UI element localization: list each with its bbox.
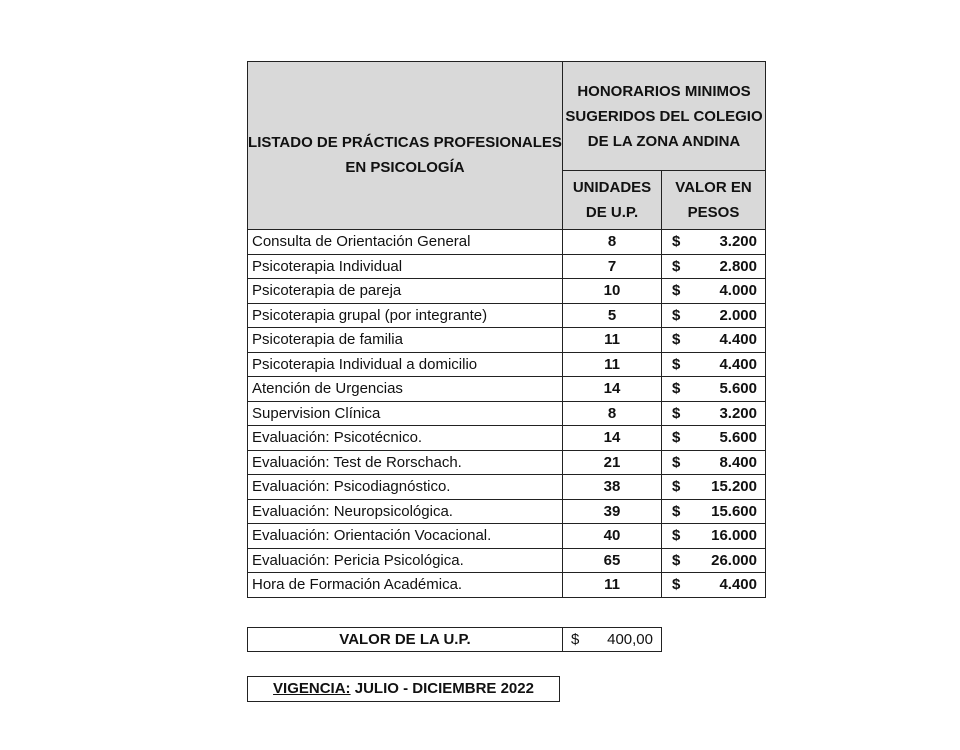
- practice-name: Supervision Clínica: [248, 401, 563, 426]
- currency-symbol: $: [672, 380, 681, 398]
- vigencia-label: VIGENCIA:: [273, 680, 351, 697]
- table-row: [248, 524, 766, 549]
- practice-value-cell: [662, 475, 766, 500]
- practice-name: Evaluación: Psicotécnico.: [248, 426, 563, 451]
- practice-name: Consulta de Orientación General: [248, 230, 563, 255]
- practice-units: 11: [563, 573, 662, 598]
- practice-value: 5.600: [719, 380, 757, 398]
- practice-value: 4.400: [719, 576, 757, 594]
- practice-value-cell: [662, 352, 766, 377]
- value-header-text: VALOR EN PESOS: [675, 179, 752, 221]
- practice-value-cell: [662, 328, 766, 353]
- practice-value-cell: [662, 450, 766, 475]
- practices-header: [248, 62, 563, 230]
- currency-symbol: $: [672, 551, 681, 569]
- currency-symbol: $: [672, 404, 681, 422]
- practice-value-cell: [662, 230, 766, 255]
- practice-value-cell: [662, 401, 766, 426]
- practice-name: Psicoterapia Individual: [248, 254, 563, 279]
- units-header: [563, 171, 662, 230]
- practice-value: 4.000: [719, 282, 757, 300]
- up-value-box: [247, 627, 662, 652]
- practice-units: 11: [563, 352, 662, 377]
- practice-name: Evaluación: Pericia Psicológica.: [248, 548, 563, 573]
- currency-symbol: $: [672, 331, 681, 349]
- fees-header: [563, 62, 766, 171]
- table-row: [248, 450, 766, 475]
- table-row: [248, 426, 766, 451]
- practice-value: 15.600: [711, 502, 757, 520]
- practice-units: 10: [563, 279, 662, 304]
- practice-value-cell: [662, 499, 766, 524]
- table-row: [248, 573, 766, 598]
- currency-symbol: $: [672, 576, 681, 594]
- currency-symbol: $: [672, 306, 681, 324]
- practice-units: 5: [563, 303, 662, 328]
- fees-table: [247, 61, 766, 598]
- practice-units: 21: [563, 450, 662, 475]
- table-row: [248, 377, 766, 402]
- practice-value: 4.400: [719, 331, 757, 349]
- practice-name: Psicoterapia de pareja: [248, 279, 563, 304]
- currency-symbol: $: [672, 527, 681, 545]
- practice-units: 38: [563, 475, 662, 500]
- practice-name: Evaluación: Test de Rorschach.: [248, 450, 563, 475]
- currency-symbol: $: [672, 282, 681, 300]
- practice-units: 39: [563, 499, 662, 524]
- practice-units: 40: [563, 524, 662, 549]
- practice-value: 3.200: [719, 233, 757, 251]
- practice-value: 15.200: [711, 478, 757, 496]
- practice-name: Psicoterapia grupal (por integrante): [248, 303, 563, 328]
- practice-value-cell: [662, 254, 766, 279]
- units-header-text: UNIDADES DE U.P.: [572, 179, 652, 221]
- practice-value: 16.000: [711, 527, 757, 545]
- practice-value-cell: [662, 377, 766, 402]
- practice-units: 8: [563, 230, 662, 255]
- practice-value: 8.400: [719, 453, 757, 471]
- practice-value-cell: [662, 279, 766, 304]
- practice-value-cell: [662, 524, 766, 549]
- practice-value: 5.600: [719, 429, 757, 447]
- value-header: [662, 171, 766, 230]
- practice-units: 8: [563, 401, 662, 426]
- table-row: [248, 279, 766, 304]
- practice-value-cell: [662, 548, 766, 573]
- currency-symbol: $: [672, 453, 681, 471]
- table-row: [248, 303, 766, 328]
- practice-units: 7: [563, 254, 662, 279]
- practice-units: 14: [563, 426, 662, 451]
- practice-value: 3.200: [719, 404, 757, 422]
- table-row: [248, 499, 766, 524]
- practice-name: Hora de Formación Académica.: [248, 573, 563, 598]
- vigencia-period: JULIO - DICIEMBRE 2022: [354, 680, 534, 697]
- practice-value: 2.000: [719, 306, 757, 324]
- practice-units: 65: [563, 548, 662, 573]
- practice-name: Evaluación: Psicodiagnóstico.: [248, 475, 563, 500]
- up-value-amount: 400,00: [607, 631, 653, 648]
- practice-units: 11: [563, 328, 662, 353]
- practice-value-cell: [662, 426, 766, 451]
- practice-value: 26.000: [711, 551, 757, 569]
- practice-name: Psicoterapia de familia: [248, 328, 563, 353]
- practice-name: Evaluación: Orientación Vocacional.: [248, 524, 563, 549]
- practice-value-cell: [662, 573, 766, 598]
- up-value-label: VALOR DE LA U.P.: [248, 628, 563, 652]
- table-row: [248, 548, 766, 573]
- practice-units: 14: [563, 377, 662, 402]
- practice-name: Atención de Urgencias: [248, 377, 563, 402]
- table-row: [248, 352, 766, 377]
- fees-header-text: HONORARIOS MINIMOS SUGERIDOS DEL COLEGIO DE LA ZONA ANDINA: [565, 82, 763, 150]
- currency-symbol: $: [672, 257, 681, 275]
- practices-header-text: LISTADO DE PRÁCTICAS PROFESIONALES EN PSICOLOGÍA: [248, 133, 562, 176]
- practice-name: Evaluación: Neuropsicológica.: [248, 499, 563, 524]
- practice-name: Psicoterapia Individual a domicilio: [248, 352, 563, 377]
- table-row: [248, 230, 766, 255]
- currency-symbol: $: [672, 355, 681, 373]
- practice-value-cell: [662, 303, 766, 328]
- currency-symbol: $: [672, 233, 681, 251]
- table-row: [248, 475, 766, 500]
- currency-symbol: $: [672, 429, 681, 447]
- practice-value: 4.400: [719, 355, 757, 373]
- table-row: [248, 401, 766, 426]
- up-value-cell: [563, 628, 662, 652]
- table-row: [248, 254, 766, 279]
- up-currency-symbol: $: [571, 631, 580, 648]
- practice-value: 2.800: [719, 257, 757, 275]
- currency-symbol: $: [672, 502, 681, 520]
- currency-symbol: $: [672, 478, 681, 496]
- table-row: [248, 328, 766, 353]
- vigencia-box: [247, 676, 560, 702]
